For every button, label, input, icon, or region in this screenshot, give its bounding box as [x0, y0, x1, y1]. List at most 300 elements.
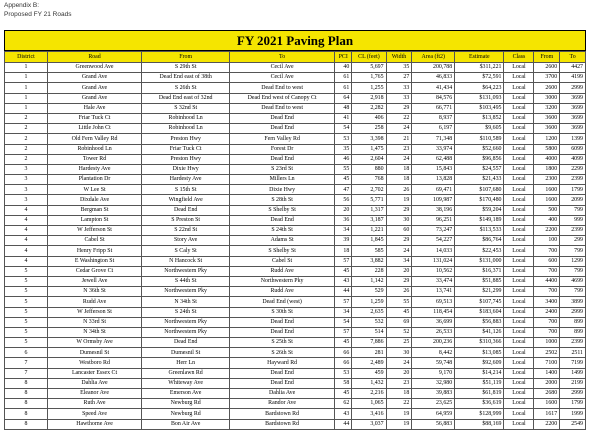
table-cell: Rudd Ave: [230, 266, 335, 276]
table-cell: Cabel St: [230, 256, 335, 266]
table-cell: Dead End: [230, 215, 335, 225]
table-cell: 3699: [560, 93, 586, 103]
table-cell: $183,604: [455, 307, 504, 317]
table-cell: 19: [386, 409, 412, 419]
table-cell: 64,959: [412, 409, 455, 419]
table-cell: 3400: [534, 297, 560, 307]
table-cell: 8: [5, 419, 48, 429]
table-cell: S Shelby St: [230, 246, 335, 256]
table-cell: 62: [335, 399, 352, 409]
table-cell: 4: [5, 246, 48, 256]
table-row: [5, 134, 586, 144]
table-cell: 47: [335, 185, 352, 195]
table-cell: 200,236: [412, 338, 455, 348]
table-row: [5, 124, 586, 134]
table-cell: Local: [504, 144, 534, 154]
table-cell: $88,169: [455, 419, 504, 429]
table-cell: Friar Tuck Ct: [47, 113, 141, 123]
table-cell: 514: [352, 327, 386, 337]
table-cell: Little John Ct: [47, 124, 141, 134]
table-title: FY 2021 Paving Plan: [4, 30, 586, 51]
column-header: Width: [386, 52, 412, 63]
table-cell: Dead End east of 38th: [142, 73, 230, 83]
table-cell: W Jefferson St: [47, 307, 141, 317]
table-cell: 4699: [560, 276, 586, 286]
table-cell: 18: [386, 389, 412, 399]
table-cell: 5,697: [352, 63, 386, 73]
table-cell: Local: [504, 226, 534, 236]
table-cell: 700: [534, 327, 560, 337]
table-cell: 26,533: [412, 327, 455, 337]
table-cell: 3600: [534, 113, 560, 123]
table-cell: Dead End: [230, 327, 335, 337]
table-cell: 38,196: [412, 205, 455, 215]
table-cell: 5: [5, 307, 48, 317]
table-cell: Local: [504, 154, 534, 164]
table-cell: Millers Ln: [230, 175, 335, 185]
table-cell: Dahlia Ave: [230, 389, 335, 399]
table-cell: 2999: [560, 307, 586, 317]
table-cell: Herr Ln: [142, 358, 230, 368]
table-cell: 33,974: [412, 144, 455, 154]
table-cell: W Jefferson St: [47, 226, 141, 236]
table-cell: 2549: [560, 419, 586, 429]
table-cell: 3200: [534, 103, 560, 113]
table-cell: Local: [504, 358, 534, 368]
table-cell: 4427: [560, 63, 586, 73]
table-row: [5, 83, 586, 93]
table-cell: 1399: [560, 134, 586, 144]
table-cell: Dead End: [230, 317, 335, 327]
table-cell: Hardesty Ave: [47, 164, 141, 174]
table-cell: Dixie Hwy: [142, 164, 230, 174]
table-cell: 700: [534, 266, 560, 276]
table-cell: 46,833: [412, 73, 455, 83]
table-cell: 24: [386, 124, 412, 134]
column-header: Class: [504, 52, 534, 63]
table-cell: $24,557: [455, 164, 504, 174]
table-cell: N 33rd St: [47, 317, 141, 327]
table-cell: 5,771: [352, 195, 386, 205]
table-cell: Northwestern Pky: [142, 327, 230, 337]
table-cell: Newburg Rd: [142, 409, 230, 419]
table-cell: 7199: [560, 358, 586, 368]
table-row: [5, 103, 586, 113]
table-cell: Dead End to west: [230, 103, 335, 113]
table-cell: Dead End: [142, 205, 230, 215]
table-cell: 100: [534, 236, 560, 246]
table-cell: $107,745: [455, 297, 504, 307]
table-cell: 46: [335, 154, 352, 164]
table-cell: 1,142: [352, 276, 386, 286]
column-header: From: [142, 52, 230, 63]
table-row: [5, 276, 586, 286]
table-row: [5, 113, 586, 123]
table-cell: Local: [504, 215, 534, 225]
table-cell: 2680: [534, 389, 560, 399]
table-row: [5, 378, 586, 388]
table-cell: 18: [335, 246, 352, 256]
table-cell: 3,398: [352, 134, 386, 144]
table-cell: Local: [504, 205, 534, 215]
table-cell: Robinhood Ln: [142, 113, 230, 123]
table-cell: Local: [504, 113, 534, 123]
table-row: [5, 409, 586, 419]
table-cell: S Caly St: [142, 246, 230, 256]
table-cell: 52: [386, 327, 412, 337]
table-cell: 29: [386, 103, 412, 113]
table-cell: 39,883: [412, 389, 455, 399]
table-cell: 2300: [534, 175, 560, 185]
table-cell: 29: [386, 205, 412, 215]
table-cell: 21: [386, 134, 412, 144]
table-cell: $13,085: [455, 348, 504, 358]
table-cell: 118,454: [412, 307, 455, 317]
table-cell: 799: [560, 246, 586, 256]
table-cell: 2399: [560, 338, 586, 348]
table-cell: S 24th St: [230, 226, 335, 236]
table-cell: 40: [335, 63, 352, 73]
table-cell: 4: [5, 236, 48, 246]
table-row: [5, 185, 586, 195]
table-cell: 3: [5, 185, 48, 195]
table-cell: 22: [386, 399, 412, 409]
table-cell: Local: [504, 368, 534, 378]
table-cell: Hayward Rd: [230, 358, 335, 368]
table-cell: S 22nd St: [142, 226, 230, 236]
table-cell: 3,037: [352, 419, 386, 429]
table-cell: Wingfield Ave: [142, 195, 230, 205]
table-row: [5, 73, 586, 83]
table-cell: 1799: [560, 399, 586, 409]
table-cell: 899: [560, 317, 586, 327]
table-cell: Greenwood Ave: [47, 63, 141, 73]
table-cell: 4199: [560, 73, 586, 83]
table-cell: 258: [352, 124, 386, 134]
table-cell: 1,845: [352, 236, 386, 246]
table-cell: 1617: [534, 409, 560, 419]
table-cell: 18: [386, 175, 412, 185]
table-cell: $41,126: [455, 327, 504, 337]
table-cell: Local: [504, 399, 534, 409]
table-row: [5, 297, 586, 307]
table-cell: 41,434: [412, 83, 455, 93]
table-row: [5, 287, 586, 297]
table-cell: 2000: [534, 378, 560, 388]
table-row: [5, 348, 586, 358]
table-cell: 23: [386, 144, 412, 154]
table-cell: Local: [504, 338, 534, 348]
table-cell: 1999: [560, 409, 586, 419]
table-cell: Cabel St: [47, 236, 141, 246]
table-cell: 56: [335, 195, 352, 205]
table-cell: Dead End (west): [230, 297, 335, 307]
table-cell: 4: [5, 226, 48, 236]
table-cell: Local: [504, 195, 534, 205]
table-cell: 2400: [534, 307, 560, 317]
table-cell: 34: [335, 226, 352, 236]
table-cell: Dumesnil St: [47, 348, 141, 358]
table-cell: 33,474: [412, 276, 455, 286]
column-header: PCI: [335, 52, 352, 63]
table-cell: 2: [5, 154, 48, 164]
table-cell: 7: [5, 358, 48, 368]
table-cell: Local: [504, 389, 534, 399]
table-cell: 1,065: [352, 399, 386, 409]
table-cell: 96,251: [412, 215, 455, 225]
table-cell: W Lee St: [47, 185, 141, 195]
table-cell: 2099: [560, 195, 586, 205]
table-cell: 6099: [560, 144, 586, 154]
table-cell: Bardstown Rd: [230, 419, 335, 429]
table-cell: 2199: [560, 378, 586, 388]
table-cell: 3699: [560, 103, 586, 113]
table-cell: 1000: [534, 338, 560, 348]
table-cell: Local: [504, 246, 534, 256]
table-cell: $131,093: [455, 93, 504, 103]
table-cell: Old Fern Valley Rd: [47, 134, 141, 144]
table-cell: Local: [504, 93, 534, 103]
table-cell: 1: [5, 103, 48, 113]
table-cell: 84,576: [412, 93, 455, 103]
table-cell: Westboro Rd: [47, 358, 141, 368]
table-cell: 7100: [534, 358, 560, 368]
table-cell: 30: [386, 215, 412, 225]
table-cell: 8: [5, 389, 48, 399]
table-cell: $72,591: [455, 73, 504, 83]
table-cell: 768: [352, 175, 386, 185]
table-cell: Local: [504, 378, 534, 388]
table-cell: $14,214: [455, 368, 504, 378]
table-cell: 29: [386, 276, 412, 286]
paving-plan-table: [4, 51, 586, 430]
table-cell: Randor Ave: [230, 399, 335, 409]
table-cell: $170,480: [455, 195, 504, 205]
table-cell: 9,170: [412, 368, 455, 378]
table-cell: 4: [5, 215, 48, 225]
table-cell: 500: [534, 205, 560, 215]
appendix-label: Appendix B:: [4, 2, 40, 9]
table-row: [5, 93, 586, 103]
table-cell: Cedar Grove Ct: [47, 266, 141, 276]
table-cell: 66: [335, 348, 352, 358]
table-cell: 1600: [534, 195, 560, 205]
table-row: [5, 338, 586, 348]
table-cell: 200,788: [412, 63, 455, 73]
table-cell: 8,937: [412, 113, 455, 123]
table-cell: Lampton St: [47, 215, 141, 225]
table-cell: Rudd Ave: [230, 287, 335, 297]
table-cell: 43: [335, 276, 352, 286]
table-cell: Local: [504, 348, 534, 358]
table-cell: 5: [5, 276, 48, 286]
table-cell: 71,348: [412, 134, 455, 144]
table-cell: 69,513: [412, 297, 455, 307]
table-cell: Dead End east of 32nd: [142, 93, 230, 103]
table-cell: $51,119: [455, 378, 504, 388]
table-cell: 2,216: [352, 389, 386, 399]
table-row: [5, 236, 586, 246]
table-cell: 58: [335, 378, 352, 388]
table-cell: 1800: [534, 164, 560, 174]
table-cell: Ruth Ave: [47, 399, 141, 409]
table-cell: 700: [534, 317, 560, 327]
table-row: [5, 63, 586, 73]
table-cell: 18: [386, 164, 412, 174]
table-row: [5, 266, 586, 276]
table-cell: Local: [504, 175, 534, 185]
table-cell: S 26th St: [142, 83, 230, 93]
table-cell: 33: [386, 83, 412, 93]
table-cell: Lancaster Essex Ct: [47, 368, 141, 378]
table-cell: Local: [504, 236, 534, 246]
table-cell: 2200: [534, 226, 560, 236]
table-cell: 34: [386, 256, 412, 266]
table-cell: $92,609: [455, 358, 504, 368]
table-cell: $310,366: [455, 338, 504, 348]
table-cell: 57: [335, 256, 352, 266]
table-cell: 55: [335, 164, 352, 174]
table-row: [5, 327, 586, 337]
table-cell: W Ormsby Ave: [47, 338, 141, 348]
table-cell: Dixdale Ave: [47, 195, 141, 205]
table-row: [5, 164, 586, 174]
table-cell: 25: [386, 338, 412, 348]
table-cell: 13,741: [412, 287, 455, 297]
table-cell: S 24th St: [142, 307, 230, 317]
table-cell: Newburg Rd: [142, 399, 230, 409]
table-row: [5, 399, 586, 409]
table-row: [5, 205, 586, 215]
table-cell: Hawthorne Ave: [47, 419, 141, 429]
table-cell: 7: [5, 368, 48, 378]
table-cell: Grand Ave: [47, 93, 141, 103]
column-header: District: [5, 52, 48, 63]
table-cell: Local: [504, 124, 534, 134]
table-cell: 1600: [534, 399, 560, 409]
appendix-subtitle: Proposed FY 21 Roads: [4, 11, 72, 18]
table-cell: 6,197: [412, 124, 455, 134]
table-cell: $61,819: [455, 389, 504, 399]
table-cell: 57: [335, 327, 352, 337]
table-cell: 529: [352, 287, 386, 297]
table-cell: 2399: [560, 175, 586, 185]
table-cell: 69: [386, 317, 412, 327]
table-cell: $86,764: [455, 236, 504, 246]
table-cell: 3899: [560, 297, 586, 307]
table-cell: 2999: [560, 83, 586, 93]
table-cell: Plantation Dr: [47, 175, 141, 185]
table-cell: 400: [534, 215, 560, 225]
table-cell: 3600: [534, 124, 560, 134]
table-cell: 45: [335, 389, 352, 399]
table-cell: N 34th St: [142, 297, 230, 307]
table-cell: 1499: [560, 368, 586, 378]
table-cell: 2,489: [352, 358, 386, 368]
table-cell: 5: [5, 297, 48, 307]
table-cell: Grand Ave: [47, 83, 141, 93]
column-header: CL (feet): [352, 52, 386, 63]
table-cell: Local: [504, 419, 534, 429]
table-row: [5, 154, 586, 164]
table-cell: 19: [386, 195, 412, 205]
table-cell: 55: [386, 297, 412, 307]
table-cell: Local: [504, 63, 534, 73]
table-cell: 54: [335, 317, 352, 327]
table-cell: S 25th St: [230, 338, 335, 348]
table-cell: $64,223: [455, 83, 504, 93]
table-cell: 23,625: [412, 399, 455, 409]
table-cell: 5: [5, 327, 48, 337]
table-cell: 61: [335, 73, 352, 83]
table-cell: Bon Air Ave: [142, 419, 230, 429]
table-cell: 459: [352, 368, 386, 378]
table-cell: 2511: [560, 348, 586, 358]
table-cell: 61: [335, 83, 352, 93]
table-cell: 1,432: [352, 378, 386, 388]
table-cell: $36,619: [455, 399, 504, 409]
table-cell: 30: [386, 348, 412, 358]
table-cell: 45: [386, 307, 412, 317]
table-cell: Local: [504, 317, 534, 327]
table-cell: E Washington St: [47, 256, 141, 266]
table-cell: 700: [534, 287, 560, 297]
table-cell: Tower Rd: [47, 154, 141, 164]
table-cell: 3,882: [352, 256, 386, 266]
table-cell: 4400: [534, 276, 560, 286]
table-cell: 1,475: [352, 144, 386, 154]
table-cell: 41: [335, 113, 352, 123]
table-cell: Eleanor Ave: [47, 389, 141, 399]
table-cell: 532: [352, 317, 386, 327]
table-cell: Local: [504, 327, 534, 337]
table-row: [5, 317, 586, 327]
table-cell: Dead End: [230, 113, 335, 123]
table-cell: 1,221: [352, 226, 386, 236]
table-row: [5, 195, 586, 205]
table-cell: 2600: [534, 83, 560, 93]
table-cell: 2399: [560, 226, 586, 236]
column-header: From: [534, 52, 560, 63]
table-cell: 3: [5, 195, 48, 205]
table-cell: Henry Fripp St: [47, 246, 141, 256]
table-cell: S 29th St: [142, 63, 230, 73]
table-cell: 2999: [560, 389, 586, 399]
table-cell: 799: [560, 205, 586, 215]
table-cell: 2502: [534, 348, 560, 358]
table-cell: 3,187: [352, 215, 386, 225]
table-row: [5, 246, 586, 256]
table-cell: Local: [504, 409, 534, 419]
table-cell: 8: [5, 378, 48, 388]
table-cell: 24: [386, 358, 412, 368]
table-cell: 700: [534, 246, 560, 256]
table-cell: Dead End: [230, 124, 335, 134]
table-cell: 22: [386, 113, 412, 123]
table-cell: Robinhood Ln: [47, 144, 141, 154]
table-cell: 29: [386, 236, 412, 246]
table-cell: 62,488: [412, 154, 455, 164]
table-cell: 1,255: [352, 83, 386, 93]
table-cell: 2,635: [352, 307, 386, 317]
table-cell: 1: [5, 73, 48, 83]
table-cell: 60: [386, 226, 412, 236]
table-cell: 799: [560, 287, 586, 297]
table-row: [5, 175, 586, 185]
table-cell: 600: [534, 256, 560, 266]
table-cell: Hale Ave: [47, 103, 141, 113]
table-cell: Dixie Hwy: [230, 185, 335, 195]
